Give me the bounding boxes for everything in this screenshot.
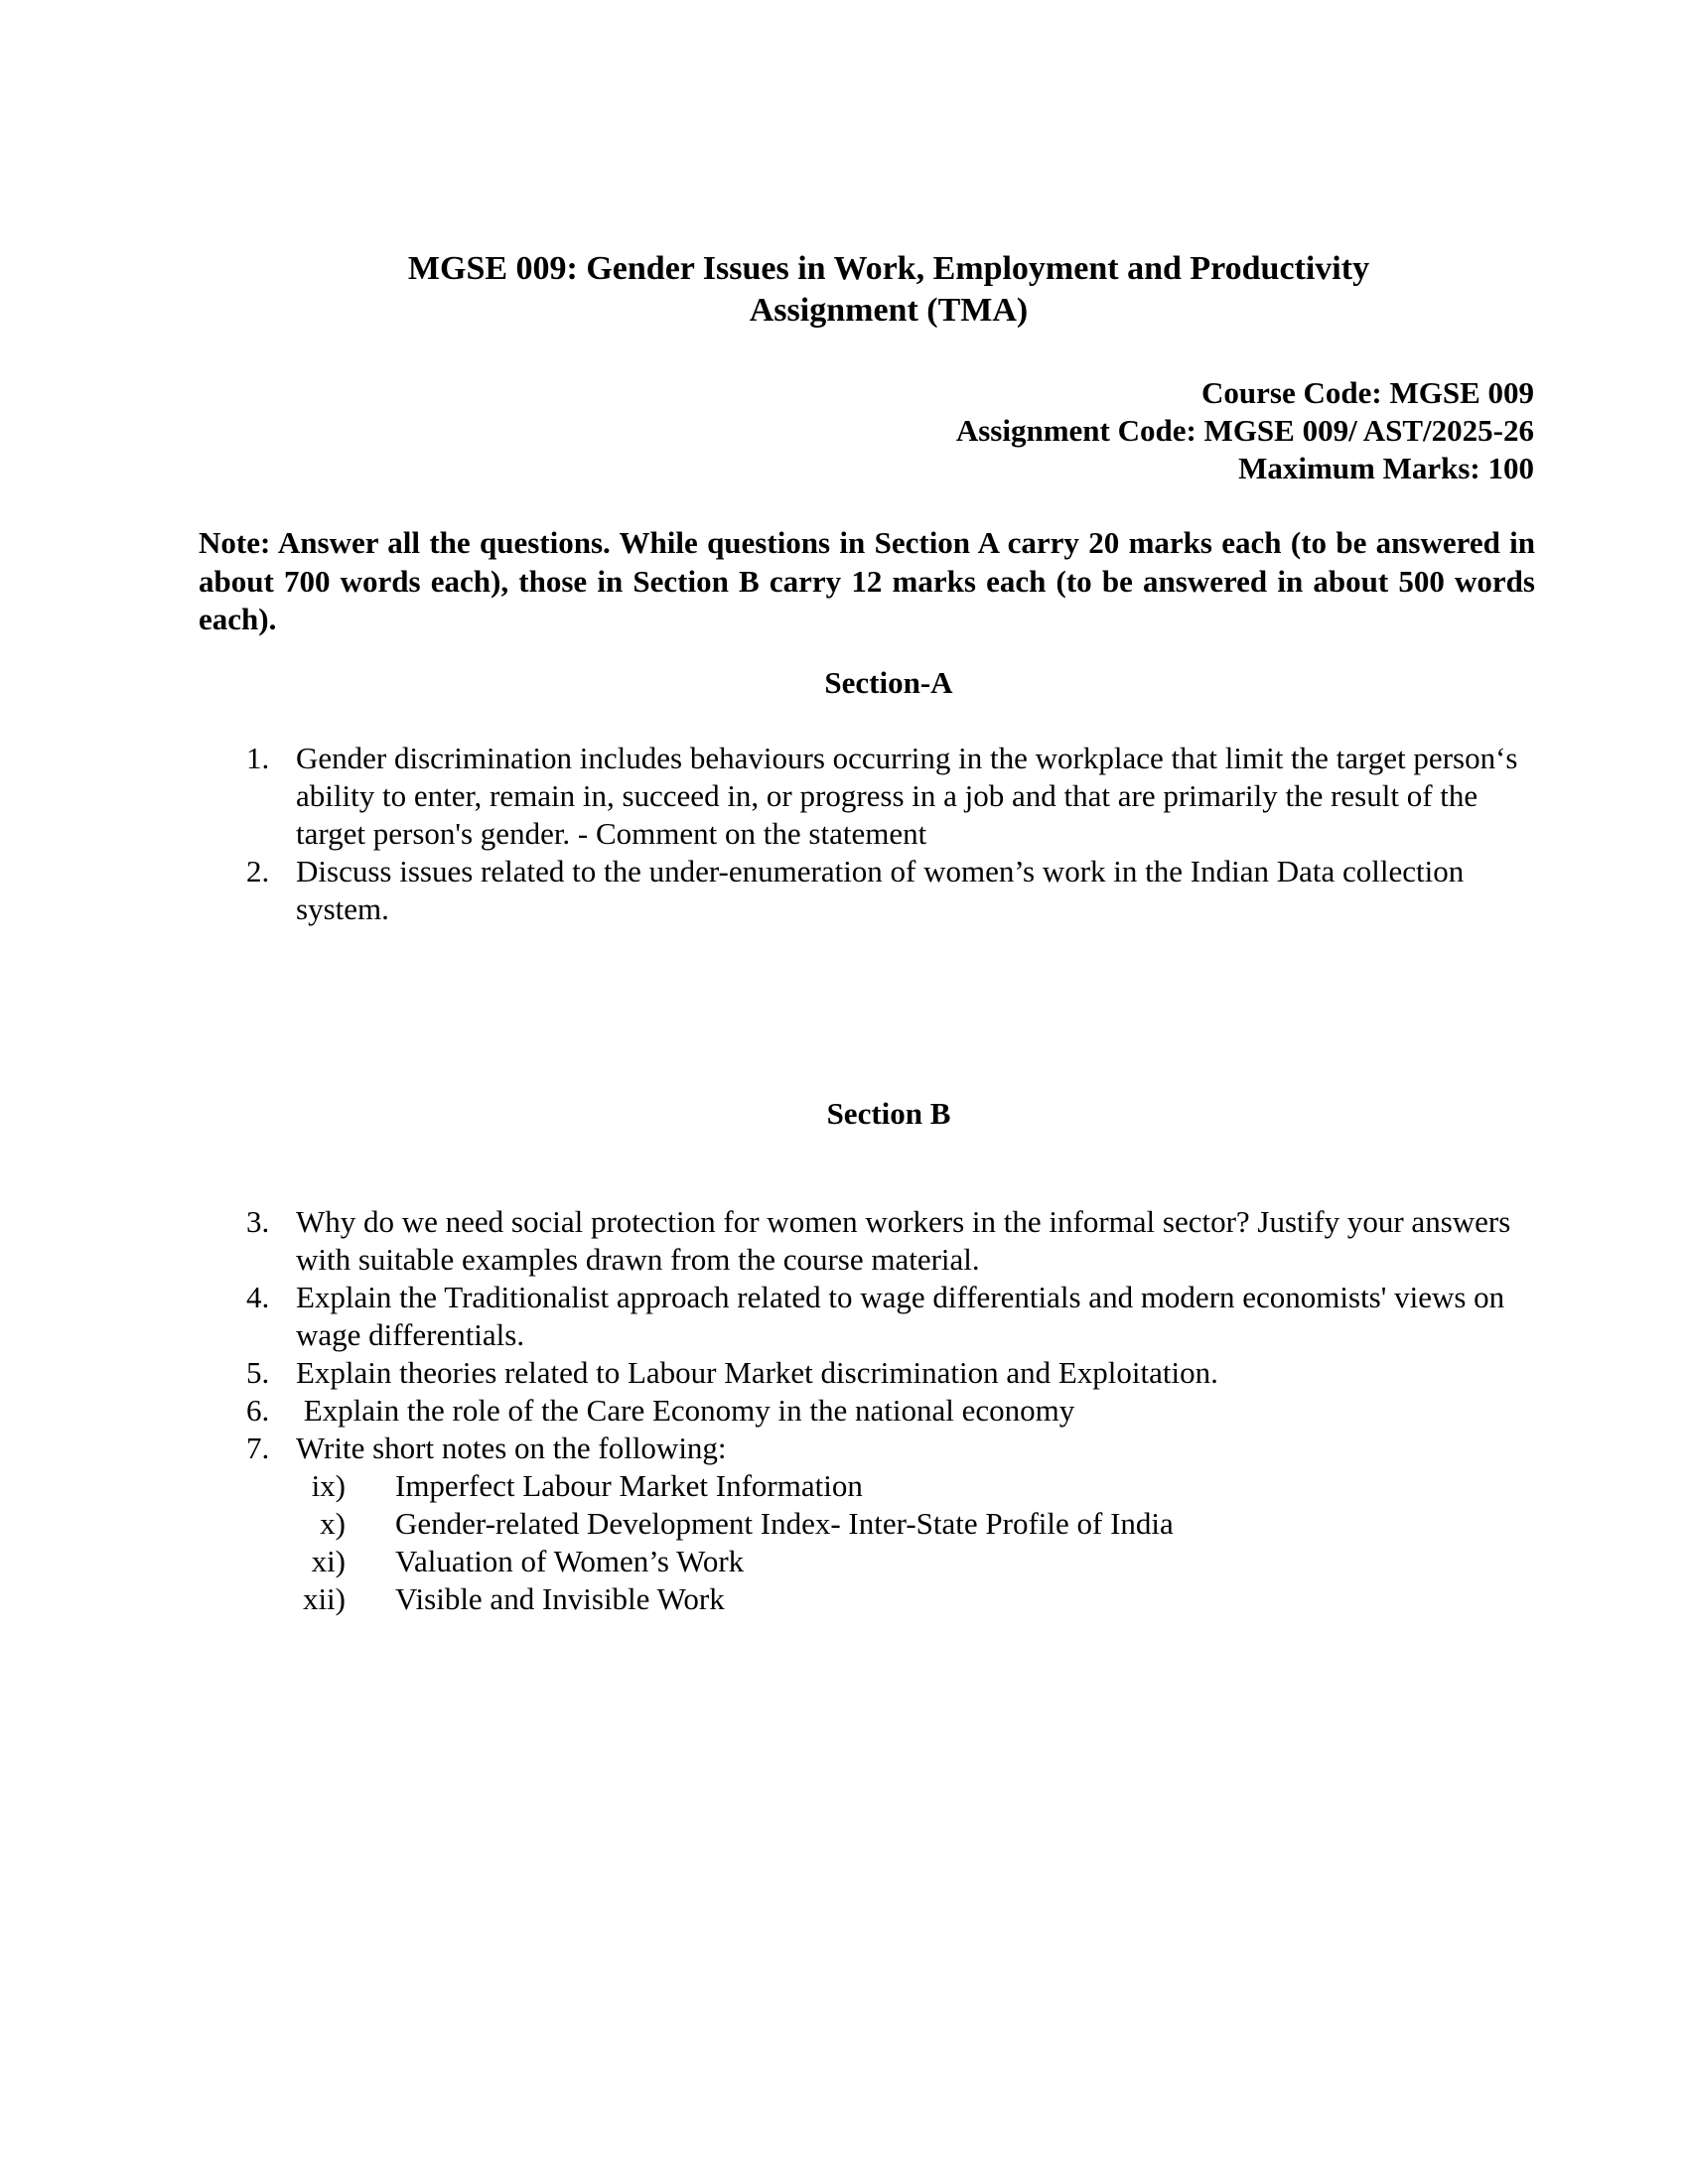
question-number: 5. — [246, 1355, 270, 1390]
question-text: Discuss issues related to the under-enumeration of women’s work in the Indian Data collection system. — [296, 854, 1465, 926]
short-note-text: Valuation of Women’s Work — [395, 1544, 745, 1578]
section-b-heading: Section B — [826, 1096, 951, 1131]
question-item — [199, 740, 1549, 853]
short-notes-list — [296, 1467, 1549, 1618]
section-b-questions — [199, 1203, 1549, 1618]
question-number: 2. — [246, 854, 270, 888]
question-text: Explain the role of the Care Economy in the national economy — [296, 1393, 1075, 1428]
short-note-item — [311, 1467, 1549, 1505]
question-item — [199, 1279, 1549, 1354]
short-note-item — [302, 1580, 1549, 1618]
question-item — [199, 1430, 1549, 1618]
section-a-questions — [199, 740, 1549, 928]
question-text: Gender discrimination includes behaviours occurring in the workplace that limit the target person‘s ability to enter, remain in, succeed in, or progress in a job and that are primarily the result of the target person's gender. - Comment on the statement — [296, 741, 1518, 851]
short-note-item — [320, 1505, 1549, 1543]
course-code: Course Code: MGSE 009 — [1201, 375, 1534, 410]
instructions-note: Note: Answer all the questions. While questions in Section A carry 20 marks each (to be answered in about 700 words each), those in Section B carry 12 marks each (to be answered in about 500 words each). — [199, 525, 1535, 636]
question-item — [199, 1203, 1549, 1279]
short-note-number: ix) — [311, 1468, 346, 1503]
short-note-text: Gender-related Development Index- Inter-State Profile of India — [395, 1506, 1174, 1541]
question-text: Write short notes on the following: — [296, 1431, 727, 1465]
question-text: Explain theories related to Labour Market discrimination and Exploitation. — [296, 1355, 1218, 1390]
question-number: 6. — [246, 1393, 270, 1428]
title-line-1: MGSE 009: Gender Issues in Work, Employment and Productivity — [407, 250, 1370, 287]
question-item — [199, 1392, 1549, 1430]
question-number: 1. — [246, 741, 270, 775]
document-title — [199, 248, 1579, 332]
question-text: Why do we need social protection for women workers in the informal sector? Justify your answers with suitable examples drawn from the course material. — [296, 1204, 1511, 1277]
question-item — [199, 1354, 1549, 1392]
maximum-marks: Maximum Marks: 100 — [1238, 451, 1534, 485]
short-note-text: Visible and Invisible Work — [395, 1581, 725, 1616]
question-item — [199, 853, 1549, 928]
assignment-code: Assignment Code: MGSE 009/ AST/2025-26 — [955, 413, 1534, 448]
short-note-number: xii) — [302, 1581, 346, 1616]
title-line-2: Assignment (TMA) — [749, 292, 1029, 329]
short-note-number: x) — [320, 1506, 346, 1541]
question-number: 4. — [246, 1280, 270, 1314]
question-text: Explain the Traditionalist approach related to wage differentials and modern economists' views on wage differentials. — [296, 1280, 1505, 1352]
section-a-heading: Section-A — [824, 665, 953, 700]
question-number: 3. — [246, 1204, 270, 1239]
question-number: 7. — [246, 1431, 270, 1465]
short-note-item — [311, 1543, 1549, 1580]
short-note-text: Imperfect Labour Market Information — [395, 1468, 863, 1503]
assignment-codes — [956, 374, 1534, 487]
short-note-number: xi) — [311, 1544, 346, 1578]
